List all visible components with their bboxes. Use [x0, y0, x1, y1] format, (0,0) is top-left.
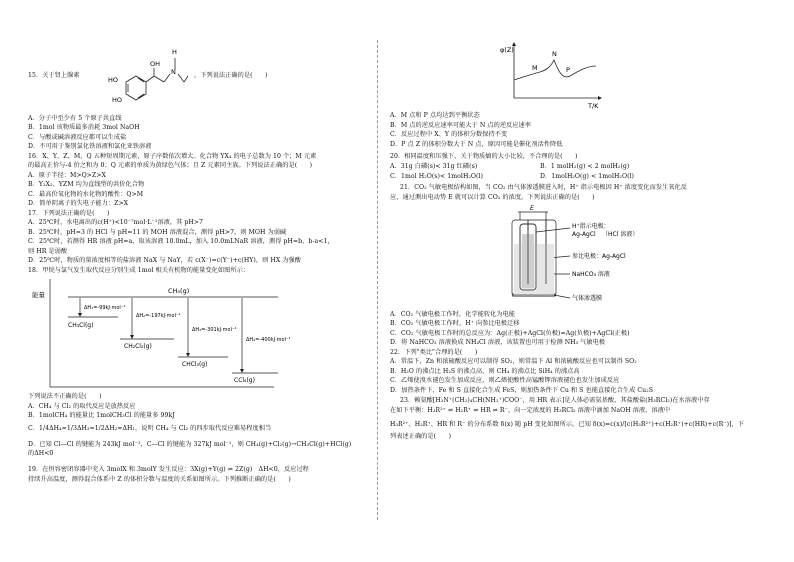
- q22-option-a: A．常温下，Zn 和浓硫酸反应可以制得 SO₂，则常温下 Al 和浓硫酸反应也可以制得 SO₂: [390, 358, 637, 365]
- q18-ask: 下列说法不正确的是( ): [28, 393, 102, 400]
- q19-stem-line2: 持续升高温度，测得混合体系中 Z 的体积分数与温度的关系如图所示。下列推断正确的是( ): [28, 476, 291, 483]
- q17-option-b: B．25℃时，pH=3 的 HCl 与 pH=11 的 MOH 溶液混合，测得 pH>7，则 MOH 为弱碱: [28, 229, 287, 236]
- q23-line1: 23．赖氨酸[H₃N⁺(CH₂)₄CH(NH₂⁺)COO⁻，用 HR 表示]是人体必需氨基酸，其盐酸盐(H₃RCl₂)在水溶液中存: [400, 397, 710, 404]
- q21-option-d: D．将 NaHCO₃ 溶液换成 NH₄Cl 溶液，该装置也可用于检测 NH₃ 气敏电极: [390, 339, 606, 346]
- nahco3-solution-label: NaHCO₃ 溶液: [572, 271, 610, 278]
- q23-line4: 列表述正确的是( ): [390, 433, 452, 440]
- q18-option-d-line1: D．已知 Cl—Cl 的键能为 243kJ mol⁻¹，C—Cl 的键能为 327kJ mol⁻¹，则 CH₄(g)+Cl₂(g)→CH₃Cl(g)+HCl(g): [28, 441, 352, 448]
- point-p-label: P: [566, 66, 570, 74]
- q19-option-a: A．M 点和 P 点均达到平衡状态: [390, 112, 480, 119]
- ch4-label: CH₄(g): [168, 287, 190, 295]
- q17-option-c-line1: C．25℃时，若测得 HR 溶液 pH=a，取该溶液 10.0mL，加入 10.0mLNaR 溶液，测得 pH=b，b-a<1，: [28, 238, 334, 245]
- ch2cl2-label: CH₂Cl₂(g): [124, 343, 152, 350]
- q15-option-b: B．1mol 该物质最多消耗 3mol NaOH: [28, 124, 140, 131]
- q22-stem: 22．下列"类比"合理的是( ): [390, 349, 478, 356]
- epinephrine-structure: [108, 42, 190, 110]
- mol-label-ho2: HO: [112, 96, 123, 104]
- q23-line3: H₃R²⁺、H₂R⁺、HR 和 R⁻ 的分布系数 δ(x) 随 pH 变化如图所示。已知 δ(x)=c(x)/[c(H₃R²⁺)+c(H₂R⁺)+c(HR)+c(R⁻)]，下: [390, 421, 745, 428]
- q15-stem: 15．关于肾上腺素: [28, 72, 80, 79]
- q21-option-b: B．CO₂ 气敏电极工作时，H⁺ 向参比电极迁移: [390, 320, 520, 327]
- q18-option-d-line2: 的ΔH<0: [28, 450, 54, 457]
- q19-option-b: B．M 点的逆反应速率可能大于 N 点的逆反应速率: [390, 122, 532, 129]
- q22-option-b: B．H₂O 的沸点比 H₂S 的沸点高，则 CH₄ 的沸点比 SiH₄ 的沸点高: [390, 368, 580, 375]
- q18-stem: 18．甲烷与氯气发生取代反应分别生成 1mol 相关有机物的能量变化如图所示：: [28, 267, 250, 274]
- q16-option-c: C．最高价氧化物的水化物的酸性：Q>M: [28, 191, 144, 198]
- q19-graph: [500, 40, 610, 110]
- q21-stem-line1: 21．CO₂ 气敏电极结构如图，当 CO₂ 由气体渗透膜进入时，H⁺ 指示电极因 H⁺ 浓度变化而发生氧化反: [400, 184, 688, 191]
- phi-z-axis-label: φ(Z): [500, 46, 514, 54]
- point-m-label: M: [532, 64, 538, 72]
- q16-stem-line2: 的最高正价与-4 价之和为 0；Q 元素的单质为黄绿色气体；且 Z 元素同主族。下列说法正确的是( ): [28, 162, 313, 169]
- chcl3-label: CHCl₃(g): [182, 361, 208, 368]
- q19-option-c: C．反应过程中 X、Y 的体积分数保持不变: [390, 131, 508, 138]
- dh2-label: ΔH₂=-197kJ·mol⁻¹: [136, 313, 181, 319]
- q19-option-d: D．P 点 Z 的体积分数大于 N 点，原因可能是催化剂活性降低: [390, 141, 563, 148]
- mol-label-ho1: HO: [108, 76, 119, 84]
- q22-option-d: D．加热条件下，Fe 和 S 直接化合生成 FeS，则加热条件下 Cu 和 S 也能直接化合生成 Cu₂S: [390, 387, 654, 394]
- q20-option-d: D．1molH₂O(g) < 1molH₂O(l): [540, 173, 635, 180]
- q15-option-a: A．分子中至少有 5 个原子共直线: [28, 115, 122, 122]
- dh1-label: ΔH₁=-99kJ·mol⁻¹: [84, 305, 126, 311]
- q20-option-c: C．1mol H₂O(s)< 1molH₂O(l): [390, 173, 484, 180]
- q16-stem-line1: 16．X、Y、Z、M、Q 五种短周期元素，原子序数依次增大。化合物 YX₄ 的电子总数为 10 个；M 元素: [28, 153, 317, 160]
- hcl-solution-label: （HCl 溶液）: [602, 231, 639, 238]
- q19-stem-line1: 19．在恒容密闭容器中充入 3molX 和 3molY 发生反应：3X(g)+Y(g) ⇌ 2Z(g) ΔH<0，反应过程: [28, 466, 309, 473]
- q21-option-a: A．CO₂ 气敏电极工作时，化学能转化为电能: [390, 311, 516, 318]
- t-axis-label: T/K: [588, 102, 599, 110]
- q18-option-a: A．CH₄ 与 Cl₂ 的取代反应是放热反应: [28, 403, 136, 410]
- reference-electrode-label: 参比电极：Ag-AgCl: [572, 253, 626, 260]
- q20-stem: 20．相同温度和压强下，关于物质熵的大小比较，不合理的是( ): [390, 153, 578, 160]
- q17-option-a: A．25℃时，水电离出的c(H⁺)<10⁻⁷mol·L⁻¹溶液，其 pH>7: [28, 219, 204, 226]
- mol-label-oh: OH: [150, 60, 161, 68]
- q18-option-b: B．1molCH₄ 的能量比 1molCH₃Cl 的能量多 99kJ: [28, 412, 175, 419]
- q15-option-c: C．与酸或碱溶液反应都可以生成盐: [28, 134, 127, 141]
- q18-option-c: C．1/4ΔH₄≈1/3ΔH₃≈1/2ΔH₂≈ΔH₁，说明 CH₄ 与 Cl₂ 的四步取代反应难易程度相当: [28, 425, 272, 432]
- point-n-label: N: [552, 50, 557, 58]
- mol-label-n: N: [171, 68, 176, 76]
- dh4-label: ΔH₄=-400kJ·mol⁻¹: [246, 337, 291, 343]
- e-label: E: [530, 205, 534, 212]
- energy-axis-label: 能量: [32, 291, 45, 299]
- gas-membrane-label: 气体渗透膜: [572, 295, 603, 302]
- q21-electrode-figure: [490, 204, 690, 308]
- dh3-label: ΔH₃=-301kJ·mol⁻¹: [192, 327, 237, 333]
- ch3cl-label: CH₃Cl(g): [68, 322, 94, 329]
- indicator-ag-agcl-label: Ag-AgCl: [572, 231, 596, 238]
- q17-option-d: D．25℃时，物质的量浓度相等的盐溶液 NaX 与 NaY，若 c(X⁻)=c(Y⁻)+c(HY)，则 HX 为强酸: [28, 257, 302, 264]
- q15-option-d: D．不可用于鉴别氯化铁溶液和氯化亚铁溶液: [28, 143, 152, 150]
- q21-stem-line2: 应，通过测出电动势 E 就可以计算 CO₂ 的浓度。下列说法正确的是( ): [390, 194, 595, 201]
- q20-option-b: B．1 molH₂(g) < 2 molH₂(g): [540, 163, 630, 170]
- mol-label-h: H: [172, 48, 177, 56]
- q17-stem: 17．下列说法正确的是( ): [28, 210, 110, 217]
- q16-option-d: D．简单阴离子的失电子能力：Z>X: [28, 200, 129, 207]
- q22-option-c: C．乙烯使溴水褪色发生加成反应，则乙烯使酸性高锰酸钾溶液褪色也发生加成反应: [390, 377, 620, 384]
- ccl4-label: CCl₄(g): [234, 377, 255, 384]
- q16-option-a: A．原子半径：M>Q>Z>X: [28, 172, 106, 179]
- q18-energy-diagram: [28, 277, 328, 389]
- column-divider: [377, 40, 378, 520]
- q15-stem-tail: ，下列说法正确的是( ): [194, 72, 268, 79]
- q23-line2: 在如下平衡：H₃R²⁺ ⇌ H₂R⁺ ⇌ HR ⇌ R⁻，向一定浓度的 H₃RCl₂ 溶液中滴加 NaOH 溶液，溶液中: [390, 407, 671, 414]
- q20-option-a: A．31g 白磷(s)< 31g 红磷(s): [390, 163, 478, 170]
- indicator-electrode-label: H⁺指示电极：: [572, 223, 610, 230]
- q21-option-c: C．CO₂ 气敏电极工作时的总反应为：Ag(正极)+AgCl(负极)=Ag(负极)+AgCl(正极): [390, 330, 630, 337]
- q16-option-b: B．Y₂X₂、YZM 均为直线型的共价化合物: [28, 181, 145, 188]
- q17-option-c-line2: 则 HR 是弱酸: [28, 248, 68, 255]
